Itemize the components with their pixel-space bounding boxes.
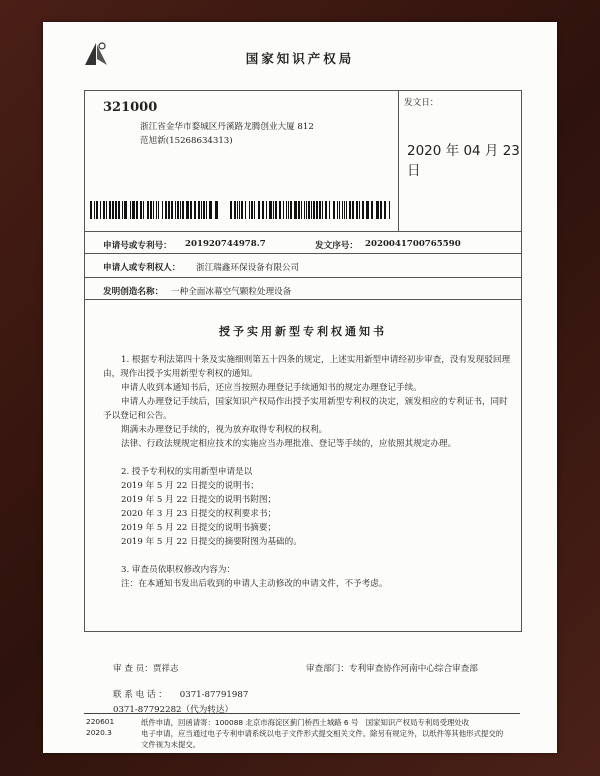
examiner-department: 审查部门：专利审查协作河南中心综合审查部 — [306, 664, 478, 674]
contact-phone-relay: 0371-87792282（代为转达） — [113, 705, 234, 715]
footer-electronic-cont: 文件视为未提交。 — [141, 740, 201, 749]
applicant-row — [85, 253, 521, 278]
form-code: 220601 — [86, 717, 115, 726]
invention-label: 发明创造名称： — [103, 287, 164, 297]
footer-paper-mail: 纸件申请，回函请寄：100088 北京市海淀区蓟门桥西土城路 6 号 国家知识产权局专利局受理处收 — [141, 718, 470, 727]
paragraph-1-line-2: 由，现作出授予实用新型专利权的通知。 — [103, 369, 258, 379]
recipient-address: 浙江省金华市婺城区丹溪路龙腾创业大厦 812 — [140, 122, 314, 132]
office-title: 国家知识产权局 — [245, 51, 355, 66]
application-number-label: 申请号或专利号： — [103, 241, 172, 251]
paragraph-2-heading: 2. 授予专利权的实用新型申请是以 — [121, 467, 253, 477]
send-date-value: 2020 年 04 月 23 日 — [407, 143, 520, 179]
applicant-value: 浙江瑞鑫环保设备有限公司 — [196, 263, 300, 273]
invention-row — [85, 277, 521, 300]
notice-document — [43, 22, 557, 753]
invention-value: 一种全面冰幕空气颗粒处理设备 — [171, 287, 292, 297]
recipient-name: 范旭新(15268634313) — [140, 136, 233, 146]
basis-item: 2019 年 5 月 22 日提交的摘要附图为基础的。 — [121, 537, 302, 547]
footer-electronic: 电子申请，应当通过电子专利申请系统以电子文件形式提交相关文件。除另有规定外，以纸件等其他形式提交的 — [141, 729, 504, 738]
form-version: 2020.3 — [86, 728, 112, 737]
basis-item: 2019 年 5 月 22 日提交的说明书摘要； — [121, 523, 277, 533]
paragraph-3-note: 注：在本通知书发出后收到的申请人主动修改的申请文件，不予考虑。 — [121, 579, 388, 589]
divider — [85, 299, 521, 300]
basis-item: 2019 年 5 月 22 日提交的说明书附图； — [121, 495, 277, 505]
examiner-name: 审 查 员：贾祥志 — [113, 664, 179, 674]
serial-number-value: 2020041700765590 — [365, 239, 461, 249]
basis-item: 2019 年 5 月 22 日提交的说明书； — [121, 481, 259, 491]
basis-item: 2020 年 3 月 23 日提交的权利要求书； — [121, 509, 277, 519]
paragraph-1-line-6: 期满未办理登记手续的，视为放弃取得专利权的权利。 — [121, 425, 328, 435]
paragraph-1-line-5: 予以登记和公告。 — [103, 411, 172, 421]
send-date-cell — [399, 91, 521, 231]
paragraph-1-line-7: 法律、行政法规规定相应技术的实施应当办理批准、登记等手续的，应依照其规定办理。 — [121, 439, 457, 449]
notice-title: 授予实用新型专利权通知书 — [219, 325, 387, 338]
paragraph-3-heading: 3. 审查员依职权修改内容为： — [121, 565, 236, 575]
footer-divider — [84, 713, 520, 714]
send-date-label: 发文日： — [404, 98, 439, 108]
notice-form — [84, 90, 522, 632]
applicant-label: 申请人或专利权人： — [103, 263, 181, 273]
paragraph-1-line-4: 申请人办理登记手续后，国家知识产权局作出授予实用新型专利权的决定，颁发相应的专利证书，同时 — [121, 397, 508, 407]
postcode: 321000 — [103, 100, 158, 115]
address-cell — [85, 91, 399, 231]
paragraph-1-line-3: 申请人收到本通知书后，还应当按照办理登记手续通知书的规定办理登记手续。 — [121, 383, 422, 393]
serial-number-label: 发文序号： — [315, 241, 358, 251]
barcode-icon — [90, 201, 390, 219]
application-number-value: 201920744978.7 — [185, 239, 266, 249]
contact-phone: 联 系 电 话 ： 0371-87791987 — [113, 690, 249, 700]
application-number-row — [85, 231, 521, 254]
paragraph-1-line-1: 1. 根据专利法第四十条及实施细则第五十四条的规定，上述实用新型申请经初步审查，没有发现驳回理 — [121, 355, 511, 365]
